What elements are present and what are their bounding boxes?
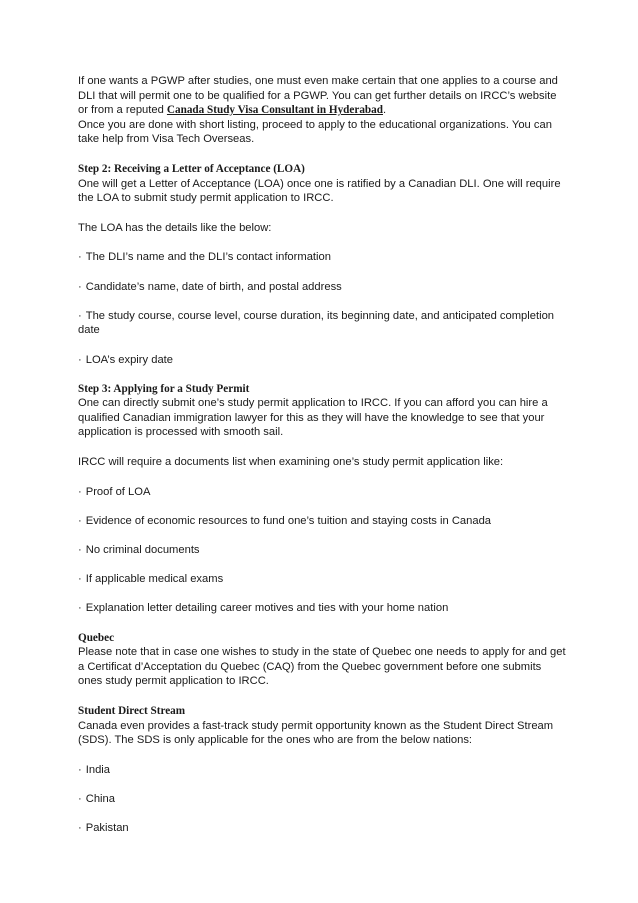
intro-section: [78, 74, 568, 147]
quebec-body: Please note that in case one wishes to study in the state of Quebec one needs to apply for and get a Certificat d’Acceptation du Quebec (CAQ) from the Quebec government before one submits ones study permit application to IRCC.: [78, 646, 566, 688]
sds-heading: Student Direct Stream: [78, 704, 186, 717]
bullet-icon: ·: [78, 280, 82, 293]
list-item: · Explanation letter detailing career motives and ties with your home nation: [78, 602, 449, 615]
quebec-section: [78, 631, 568, 689]
bullet-icon: ·: [78, 822, 82, 835]
intro-paragraph: [78, 74, 568, 118]
step2-section: [78, 162, 568, 206]
sds-body: Canada even provides a fast-track study permit opportunity known as the Student Direct Stream (SDS). The SDS is only applicable for the ones who are from the below nations:: [78, 719, 554, 747]
bullet-icon: ·: [78, 485, 82, 498]
quebec-heading: Quebec: [78, 631, 115, 644]
bullet-icon: ·: [78, 251, 82, 264]
list-item: · Candidate’s name, date of birth, and postal address: [78, 280, 342, 293]
document-page: [78, 74, 568, 850]
bullet-icon: ·: [78, 763, 82, 776]
list-item: · India: [78, 763, 110, 776]
intro-text: If one wants a PGWP after studies, one must even make certain that one applies to a course and DLI that will permit one to be qualified for a PGWP. You can get further details on IRCC’s website or from a reputed: [78, 75, 558, 117]
list-item: · China: [78, 792, 115, 805]
intro-followup: Once you are done with short listing, proceed to apply to the educational organizations. You can take help from Visa Tech Overseas.: [78, 118, 552, 146]
step3-heading: Step 3: Applying for a Study Permit: [78, 382, 250, 395]
documents-intro: IRCC will require a documents list when examining one’s study permit application like:: [78, 456, 504, 469]
bullet-icon: ·: [78, 309, 82, 322]
bullet-icon: ·: [78, 544, 82, 557]
list-item: · LOA’s expiry date: [78, 353, 173, 366]
consultant-link[interactable]: Canada Study Visa Consultant in Hyderabad: [166, 104, 383, 117]
list-item: · No criminal documents: [78, 544, 200, 557]
bullet-icon: ·: [78, 514, 82, 527]
step2-body: One will get a Letter of Acceptance (LOA) once one is ratified by a Canadian DLI. One will require the LOA to submit study permit application to IRCC.: [78, 177, 561, 205]
intro-period: .: [382, 104, 387, 117]
list-item: · Evidence of economic resources to fund one’s tuition and staying costs in Canada: [78, 514, 492, 527]
list-item: · If applicable medical exams: [78, 573, 224, 586]
sds-section: [78, 704, 568, 748]
bullet-icon: ·: [78, 353, 82, 366]
step2-heading: Step 2: Receiving a Letter of Acceptance (LOA): [78, 162, 305, 175]
list-item: · Pakistan: [78, 822, 129, 835]
bullet-icon: ·: [78, 573, 82, 586]
list-item: · Proof of LOA: [78, 485, 151, 498]
step3-body: One can directly submit one’s study permit application to IRCC. If you can afford you can hire a qualified Canadian immigration lawyer for this as they will have the knowledge to see that your application is processed with smooth sail.: [78, 397, 548, 439]
step3-section: [78, 382, 568, 440]
list-item: · The DLI’s name and the DLI’s contact information: [78, 251, 331, 264]
list-item: · The study course, course level, course duration, its beginning date, and anticipated completion date: [78, 309, 555, 337]
bullet-icon: ·: [78, 792, 82, 805]
bullet-icon: ·: [78, 602, 82, 615]
loa-details-intro: The LOA has the details like the below:: [78, 221, 272, 234]
